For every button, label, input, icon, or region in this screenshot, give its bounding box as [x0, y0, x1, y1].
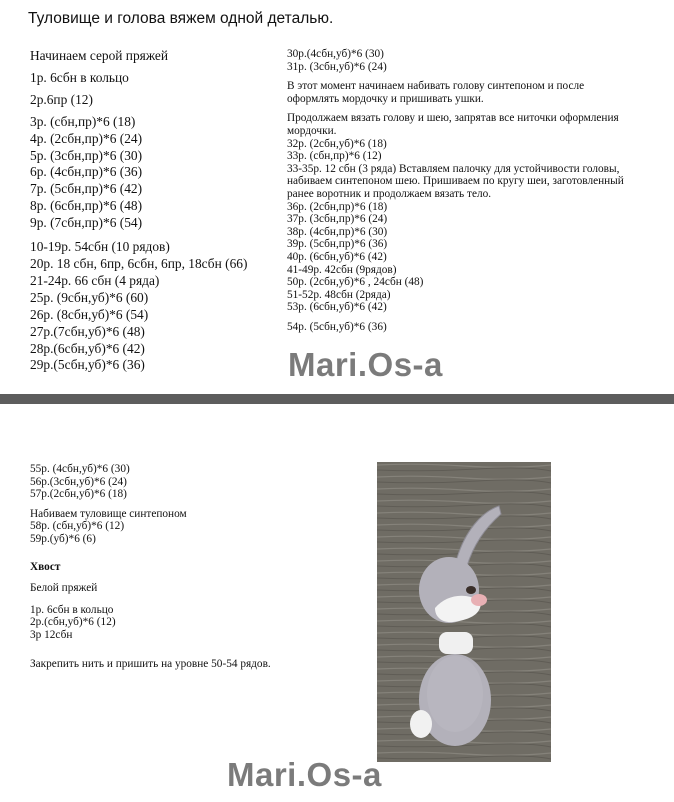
- pattern-line: 50р. (2сбн,уб)*6 , 24сбн (48): [287, 276, 424, 289]
- pattern-line: 53р. (6сбн,уб)*6 (42): [287, 301, 387, 314]
- pattern-line: 5р. (3сбн,пр)*6 (30): [30, 147, 143, 163]
- pattern-line: 3р. (сбн,пр)*6 (18): [30, 113, 136, 129]
- pattern-line: 30р.(4сбн,уб)*6 (30): [287, 48, 384, 60]
- pattern-line: 7р. (5сбн,пр)*6 (42): [30, 181, 143, 197]
- pattern-line: 27р.(7сбн,уб)*6 (48): [30, 323, 145, 339]
- pattern-line: 56р.(3сбн,уб)*6 (24): [30, 475, 127, 488]
- pattern-line: Набиваем туловище синтепоном: [30, 507, 187, 520]
- pattern-line: 39р. (5сбн,пр)*6 (36): [287, 238, 388, 251]
- pattern-line: 32р. (2сбн,уб)*6 (18): [287, 137, 387, 150]
- pattern-line: 26р. (8сбн,уб)*6 (54): [30, 306, 149, 322]
- pattern-line: 33р. (сбн,пр)*6 (12): [287, 150, 382, 163]
- pattern-line: 38р. (4сбн,пр)*6 (30): [287, 225, 388, 238]
- pattern-column-right: [287, 48, 627, 333]
- pattern-line: 6р. (4сбн,пр)*6 (36): [30, 164, 143, 180]
- pattern-line: 37р. (3сбн,пр)*6 (24): [287, 213, 388, 226]
- pattern-line: 29р.(5сбн,уб)*6 (36): [30, 357, 145, 373]
- instruction-paragraph: 33-35р. 12 сбн (3 ряда) Вставляем палочку для устойчивости головы, набиваем синтепоном шею. Пришиваем по кругу шеи, заготовленный ранее воротник и продолжаем вязать тело.: [287, 162, 624, 200]
- pattern-line: 20р. 18 сбн, 6пр, 6сбн, 6пр, 18сбн (66): [30, 255, 248, 271]
- pattern-line: 9р. (7сбн,пр)*6 (54): [30, 215, 143, 231]
- pattern-line: 57р.(2сбн,уб)*6 (18): [30, 488, 127, 501]
- pattern-line: 25р. (9сбн,уб)*6 (60): [30, 289, 149, 305]
- pattern-line: 28р.(6сбн,уб)*6 (42): [30, 340, 145, 356]
- instruction-paragraph: В этот момент начинаем набивать голову синтепоном и после оформлять мордочку и пришивать ушки.: [287, 80, 585, 105]
- pattern-line: 36р. (2сбн,пр)*6 (18): [287, 200, 388, 213]
- pattern-line: 54р. (5сбн,уб)*6 (36): [287, 320, 387, 333]
- section-title: Туловище и голова вяжем одной деталью.: [28, 10, 334, 27]
- pattern-line: 3р 12сбн: [30, 628, 73, 641]
- pattern-column: [30, 463, 280, 670]
- document-page-1: [0, 0, 674, 394]
- pattern-line: 58р. (сбн,уб)*6 (12): [30, 520, 125, 533]
- watermark: Mari.Os-a: [227, 756, 382, 793]
- pattern-line: 21-24р. 66 сбн (4 ряда): [30, 272, 160, 288]
- pattern-line: 41-49р. 42сбн (9рядов): [287, 263, 397, 276]
- watermark: Mari.Os-a: [288, 346, 443, 383]
- toy-photo: [377, 462, 551, 762]
- pattern-line: 55р. (4сбн,уб)*6 (30): [30, 463, 130, 475]
- pattern-line: Белой пряжей: [30, 582, 98, 595]
- pattern-line: 10-19р. 54сбн (10 рядов): [30, 239, 170, 255]
- document-page-2: [0, 404, 674, 802]
- pattern-line: 2р.6пр (12): [30, 91, 93, 107]
- pattern-line: 40р. (6сбн,уб)*6 (42): [287, 250, 387, 263]
- tail-heading: Хвост: [30, 560, 61, 573]
- pattern-line: 8р. (6сбн,пр)*6 (48): [30, 198, 143, 214]
- pattern-line: 1р. 6сбн в кольцо: [30, 69, 129, 85]
- pattern-line: 59р.(уб)*6 (6): [30, 532, 96, 545]
- page-separator: [0, 394, 674, 404]
- pattern-line: 51-52р. 48сбн (2ряда): [287, 288, 391, 301]
- pattern-line: Начинаем серой пряжей: [30, 48, 169, 63]
- pattern-line: 4р. (2сбн,пр)*6 (24): [30, 130, 143, 146]
- instruction-paragraph: Закрепить нить и пришить на уровне 50-54 рядов.: [30, 657, 271, 670]
- pattern-line: 1р. 6сбн в кольцо: [30, 603, 114, 616]
- pattern-column-left: [30, 48, 247, 374]
- instruction-paragraph: Продолжаем вязать голову и шею, запрятав все ниточки оформления мордочки.: [287, 112, 619, 137]
- pattern-line: 2р.(сбн,уб)*6 (12): [30, 616, 116, 629]
- crochet-bunny-photo: [377, 462, 551, 762]
- pattern-line: 31р. (3сбн,уб)*6 (24): [287, 60, 387, 73]
